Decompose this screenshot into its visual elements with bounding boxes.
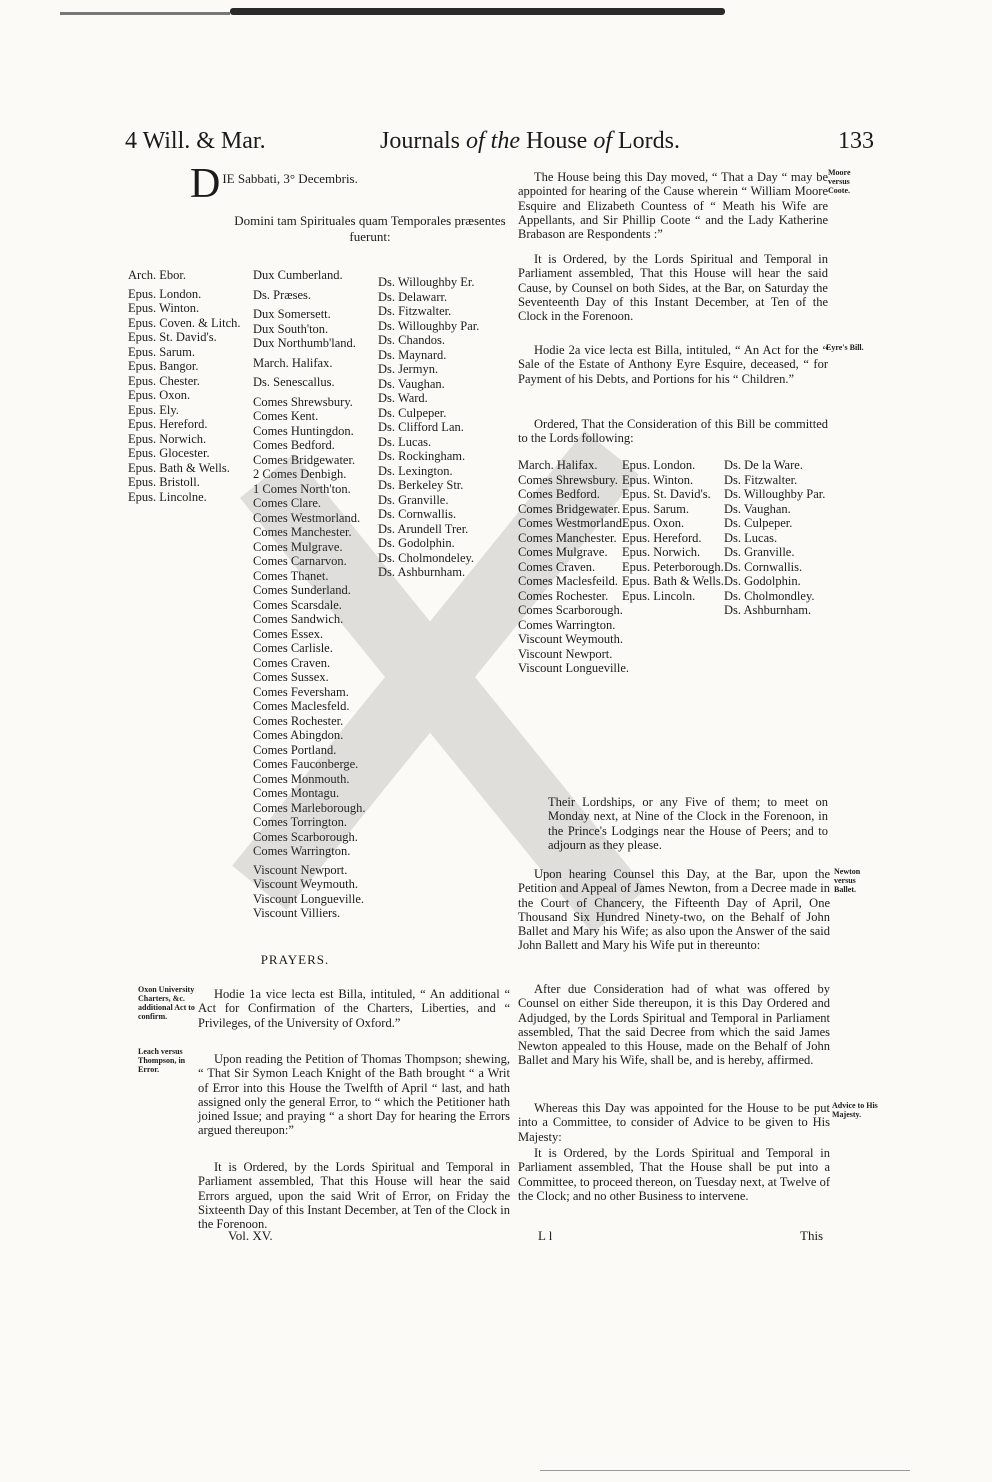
name-entry: Dux Somersett.: [253, 307, 331, 321]
name-entry: Epus. Norwich.: [128, 431, 207, 446]
margin-note-leach: Leach versus Thompson, in Error.: [138, 1047, 186, 1074]
name-entry: Epus. London.: [622, 458, 696, 472]
name-entry: Epus. Lincolne.: [128, 489, 207, 504]
name-entry: Comes Scarborough.: [253, 829, 358, 844]
name-entry: Dux South'ton.: [253, 321, 329, 336]
name-entry: Dux Northumb'land.: [253, 336, 356, 350]
name-entry: Viscount Villiers.: [253, 906, 341, 920]
name-entry: Epus. Bangor.: [128, 359, 199, 373]
name-entry: 2 Comes Denbigh.: [253, 467, 347, 481]
name-entry: Ds. Fitzwalter.: [724, 472, 798, 487]
name-entry: Viscount Longueville.: [518, 661, 630, 675]
name-entry: Comes Warrington.: [518, 617, 616, 632]
name-entry: Arch. Ebor.: [128, 268, 186, 282]
name-entry: Comes Mulgrave.: [518, 545, 608, 559]
name-entry: Comes Scarsdale.: [253, 597, 342, 612]
oxon-bill-reading: Hodie 1a vice lecta est Billa, intituled, “ An additional “ Act for Confirmation of the Charters, Liberties, and “ Privileges, of the University of Oxford.”: [198, 987, 510, 1030]
name-entry: Ds. Lucas.: [724, 530, 778, 545]
name-entry: Ds. Cholmondley.: [724, 588, 815, 603]
name-entry: Comes Carnarvon.: [253, 554, 347, 568]
name-entry: Comes Bridgewater.: [253, 452, 356, 467]
name-entry: Epus. Lincoln.: [622, 588, 696, 603]
name-entry: Viscount Newport.: [518, 646, 613, 661]
name-entry: Ds. Rockingham.: [378, 449, 466, 463]
name-entry: Epus. Peterborough.: [622, 559, 724, 574]
name-entry: Comes Mulgrave.: [253, 539, 343, 554]
name-entry: Comes Craven.: [253, 655, 331, 670]
name-entry: Comes Montagu.: [253, 786, 340, 800]
session-date: D IE Sabbati, 3° Decembris.: [190, 161, 358, 207]
newton-hearing: Upon hearing Counsel this Day, at the Bar, upon the Petition and Appeal of James Newton, from a Decree made in the Court of Chancery, the Fifteenth Day of April, One Thousand Six Hundred Ninety-two, on the Behalf of John Ballet and Mary his Wife; as also upon the Answer of the said John Ballett and Mary his Wife put in thereunto:: [518, 867, 830, 953]
name-entry: Comes Warrington.: [253, 844, 351, 858]
page-number: 133: [838, 128, 874, 154]
name-entry: Ds. Ashburnham.: [724, 603, 812, 617]
name-entry: Comes Shrewsbury.: [253, 394, 353, 409]
signature-mark: L l: [538, 1228, 553, 1243]
leach-petition: Upon reading the Petition of Thomas Thompson; shewing, “ That Sir Symon Leach Knight of the Bath brought “ a Writ of Error into this House the Twelfth of April “ last, and hath assigned only the general Error, to “ which the Petitioner hath joined Issue; and praying “ a short Day for hearing the Errors argued thereupon:”: [198, 1052, 510, 1138]
name-entry: Ds. Willoughby Par.: [378, 318, 480, 333]
name-entry: Epus. St. David's.: [128, 330, 217, 344]
name-entry: Epus. Oxon.: [622, 516, 685, 530]
name-entry: Epus. Oxon.: [128, 388, 191, 402]
name-entry: Comes Sussex.: [253, 670, 329, 684]
name-entry: Ds. Cornwallis.: [724, 559, 803, 574]
name-entry: Ds. Cholmondeley.: [378, 550, 475, 565]
margin-note-newton: Newton versus Ballet.: [834, 867, 861, 894]
committee-meeting: Their Lordships, or any Five of them; to meet on Monday next, at Nine of the Clock in the Forenoon, in the Prince's Lodgings near the House of Peers; and to adjourn as they please.: [548, 795, 828, 852]
attendance-col-2: [253, 268, 378, 921]
name-entry: Ds. Maynard.: [378, 347, 447, 362]
name-entry: Comes Rochester.: [253, 713, 344, 728]
name-entry: Epus. London.: [128, 286, 202, 301]
moore-motion: The House being this Day moved, “ That a Day “ may be appointed for hearing of the Cause wherein “ William Moore Esquire and Elizabeth Countess of “ Meath his Wife are Appellants, and Sir Phillip Coote “ and the Lady Katherine Brabason are Respondents :”: [518, 170, 828, 242]
name-entry: Dux Cumberland.: [253, 268, 343, 282]
name-entry: Ds. Lexington.: [378, 463, 453, 478]
name-entry: Viscount Weymouth.: [518, 632, 623, 646]
advice-intro: Whereas this Day was appointed for the House to be put into a Committee, to consider of Advice to be given to His Majesty:: [518, 1101, 830, 1144]
name-entry: 1 Comes North'ton.: [253, 481, 351, 496]
name-entry: Ds. Ashburnham.: [378, 565, 466, 579]
committee-col-2: [622, 458, 724, 603]
volume-number: Vol. XV.: [228, 1228, 273, 1243]
name-entry: Comes Essex.: [253, 626, 324, 641]
newton-judgement: After due Consideration had of what was offered by Counsel on either Side thereupon, it is this Day Ordered and Adjudged, by the Lords Spiritual and Temporal in Parliament assembled, That the said Decree from which the said James Newton appealed to this House, made on the Behalf of John Ballet and Mary his Wife, shall be, and is hereby, affirmed.: [518, 982, 830, 1068]
name-entry: Epus. Sarum.: [622, 501, 690, 516]
name-entry: Ds. Berkeley Str.: [378, 478, 464, 492]
name-entry: Comes Bedford.: [518, 487, 600, 501]
name-entry: Comes Shrewsbury.: [518, 472, 618, 487]
name-entry: Comes Maclesfeild.: [518, 574, 618, 588]
name-entry: Epus. Winton.: [622, 472, 694, 487]
name-entry: Epus. Bath & Wells.: [622, 574, 724, 588]
margin-note-oxon: Oxon University Charters, &c. additional Act to confirm.: [138, 985, 195, 1021]
name-entry: Ds. Culpeper.: [378, 405, 447, 420]
name-entry: Comes Torrington.: [253, 815, 348, 829]
present-heading: Domini tam Spirituales quam Temporales præsentes fuerunt:: [234, 213, 506, 244]
committee-col-1: [518, 458, 630, 676]
name-entry: Ds. Delawarr.: [378, 289, 448, 304]
scan-edge-line: [60, 12, 230, 15]
name-entry: Comes Sandwich.: [253, 612, 344, 626]
name-entry: Epus. Norwich.: [622, 545, 701, 559]
name-entry: Epus. Winton.: [128, 301, 200, 315]
name-entry: Comes Manchester.: [253, 525, 352, 539]
name-entry: Ds. Arundell Trer.: [378, 521, 469, 536]
name-entry: Ds. Godolphin.: [724, 574, 801, 588]
name-entry: Epus. Chester.: [128, 373, 200, 388]
name-entry: March. Halifax.: [253, 355, 333, 370]
name-entry: Comes Scarborough.: [518, 603, 623, 617]
name-entry: Comes Clare.: [253, 496, 322, 510]
name-entry: Ds. Chandos.: [378, 333, 446, 347]
catchword: This: [800, 1228, 824, 1243]
name-entry: Comes Craven.: [518, 559, 596, 574]
name-entry: Comes Maclesfeld.: [253, 699, 350, 713]
name-entry: Comes Abingdon.: [253, 728, 344, 742]
name-entry: Ds. Culpeper.: [724, 516, 793, 530]
name-entry: Viscount Longueville.: [253, 891, 365, 906]
name-entry: Ds. Cornwallis.: [378, 507, 457, 521]
running-head-title: Journals of the House of Lords.: [380, 128, 680, 154]
name-entry: Comes Kent.: [253, 409, 319, 423]
name-entry: Epus. Coven. & Litch.: [128, 315, 241, 330]
name-entry: Ds. Vaughan.: [724, 501, 791, 516]
name-entry: Epus. Sarum.: [128, 344, 196, 359]
name-entry: Ds. Willoughby Er.: [378, 275, 475, 289]
name-entry: Comes Bridgewater.: [518, 501, 621, 516]
drop-cap: D: [190, 161, 221, 207]
eyre-bill-reading: Hodie 2a vice lecta est Billa, intituled, “ An Act for the “ Sale of the Estate of Anthony Eyre Esquire, deceased, “ for Payment of his Debts, and Portions for his “ Children.”: [518, 343, 828, 386]
name-entry: Comes Bedford.: [253, 438, 335, 452]
name-entry: Epus. St. David's.: [622, 487, 711, 501]
attendance-col-3: [378, 275, 493, 580]
name-entry: Ds. Ward.: [378, 391, 428, 405]
moore-order: It is Ordered, by the Lords Spiritual and Temporal in Parliament assembled, That this House will hear the said Cause, by Counsel on both Sides, at the Bar, on Saturday the Seventeenth Day of this Instant December, at Ten of the Clock in the Forenoon.: [518, 252, 828, 324]
name-entry: Comes Feversham.: [253, 684, 349, 699]
prayers-heading: PRAYERS.: [260, 952, 330, 967]
scan-bottom-line: [540, 1470, 910, 1471]
margin-note-eyre: Eyre's Bill.: [826, 343, 864, 352]
scan-edge-bar: [230, 8, 725, 15]
name-entry: Ds. Granville.: [724, 545, 795, 559]
advice-order: It is Ordered, by the Lords Spiritual and Temporal in Parliament assembled, That the House shall be put into a Committee, to proceed thereon, on Tuesday next, at Twelve of the Clock; and no other Business to intervene.: [518, 1146, 830, 1203]
name-entry: Ds. Vaughan.: [378, 376, 445, 391]
leach-order: It is Ordered, by the Lords Spiritual and Temporal in Parliament assembled, That this House will hear the said Errors argued, upon the said Writ of Error, on Friday the Sixteenth Day of this Instant December, at Ten of the Clock in the Forenoon.: [198, 1160, 510, 1232]
name-entry: Ds. Granville.: [378, 492, 449, 507]
name-entry: Ds. De la Ware.: [724, 458, 803, 472]
name-entry: Epus. Hereford.: [128, 417, 208, 431]
name-entry: Epus. Ely.: [128, 402, 179, 417]
name-entry: Ds. Senescallus.: [253, 375, 335, 389]
name-entry: Viscount Weymouth.: [253, 877, 358, 891]
name-entry: Comes Manchester.: [518, 530, 617, 545]
attendance-col-1: [128, 268, 256, 504]
name-entry: Ds. Clifford Lan.: [378, 420, 464, 434]
name-entry: Comes Carlisle.: [253, 641, 333, 655]
name-entry: Comes Portland.: [253, 742, 337, 757]
name-entry: Ds. Lucas.: [378, 434, 432, 449]
name-entry: Comes Monmouth.: [253, 771, 350, 786]
name-entry: Ds. Jermyn.: [378, 362, 439, 376]
name-entry: Epus. Hereford.: [622, 530, 702, 545]
name-entry: Comes Westmorland.: [518, 516, 626, 530]
committee-col-3: [724, 458, 824, 618]
name-entry: Epus. Bath & Wells.: [128, 460, 230, 475]
name-entry: Comes Sunderland.: [253, 583, 351, 597]
name-entry: Comes Huntingdon.: [253, 423, 354, 438]
name-entry: Comes Fauconberge.: [253, 757, 359, 771]
margin-note-moore: Moore versus Coote.: [828, 168, 851, 195]
margin-note-advice: Advice to His Majesty.: [832, 1101, 878, 1119]
name-entry: Comes Rochester.: [518, 588, 609, 603]
name-entry: Comes Westmorland.: [253, 510, 361, 525]
name-entry: Ds. Præses.: [253, 287, 311, 302]
name-entry: Viscount Newport.: [253, 862, 348, 877]
name-entry: Ds. Godolphin.: [378, 536, 455, 550]
name-entry: Ds. Willoughby Par.: [724, 487, 826, 501]
name-entry: Comes Thanet.: [253, 568, 329, 583]
name-entry: Comes Marleborough.: [253, 800, 366, 815]
running-head-left: 4 Will. & Mar.: [125, 128, 266, 154]
name-entry: Epus. Bristoll.: [128, 475, 200, 489]
name-entry: Epus. Glocester.: [128, 446, 210, 460]
eyre-committee-order: Ordered, That the Consideration of this Bill be committed to the Lords following:: [518, 417, 828, 446]
name-entry: March. Halifax.: [518, 458, 598, 472]
name-entry: Ds. Fitzwalter.: [378, 304, 452, 318]
